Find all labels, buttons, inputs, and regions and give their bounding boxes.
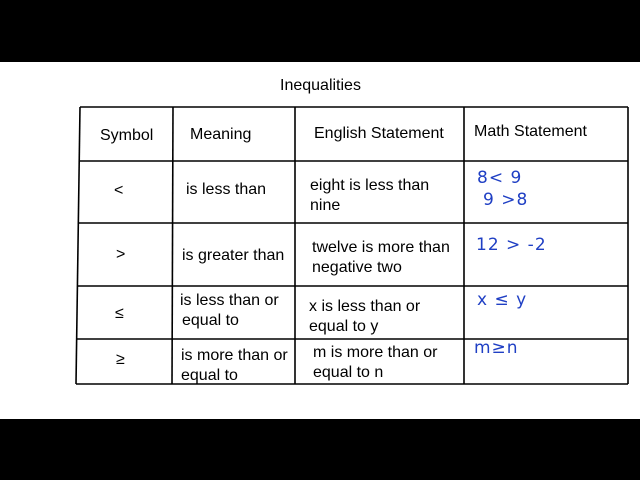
meaning-text: equal to: [181, 367, 238, 384]
meaning-text: is less than: [186, 181, 267, 198]
header-math-statement: Math Statement: [474, 123, 587, 140]
meaning-text: is greater than: [182, 247, 285, 264]
symbol-less-or-equal: ≤: [115, 305, 124, 322]
worksheet-page: [0, 62, 640, 419]
handwritten-math: 12 > -2: [476, 235, 547, 255]
meaning-text: is less than or: [180, 292, 279, 309]
header-meaning: Meaning: [190, 126, 252, 143]
english-text: x is less than or: [309, 298, 421, 315]
handwritten-math: x ≤ y: [477, 290, 528, 310]
english-text: m is more than or: [313, 344, 438, 361]
header-english-statement: English Statement: [314, 125, 444, 142]
english-text: eight is less than: [310, 177, 430, 194]
page-title: Inequalities: [280, 77, 361, 94]
english-text: equal to y: [309, 318, 379, 335]
symbol-greater-than: >: [116, 246, 126, 263]
symbol-less-than: <: [114, 182, 124, 199]
symbol-greater-or-equal: ≥: [116, 351, 125, 368]
header-symbol: Symbol: [100, 127, 154, 144]
english-text: nine: [310, 197, 341, 214]
english-text: negative two: [312, 259, 402, 276]
meaning-text: is more than or: [181, 347, 288, 364]
meaning-text: equal to: [182, 312, 239, 329]
english-text: twelve is more than: [312, 239, 450, 256]
handwritten-math: m≥n: [474, 338, 519, 358]
english-text: equal to n: [313, 364, 384, 381]
handwritten-math: 8< 9: [477, 168, 523, 188]
handwritten-math: 9 >8: [483, 190, 529, 210]
